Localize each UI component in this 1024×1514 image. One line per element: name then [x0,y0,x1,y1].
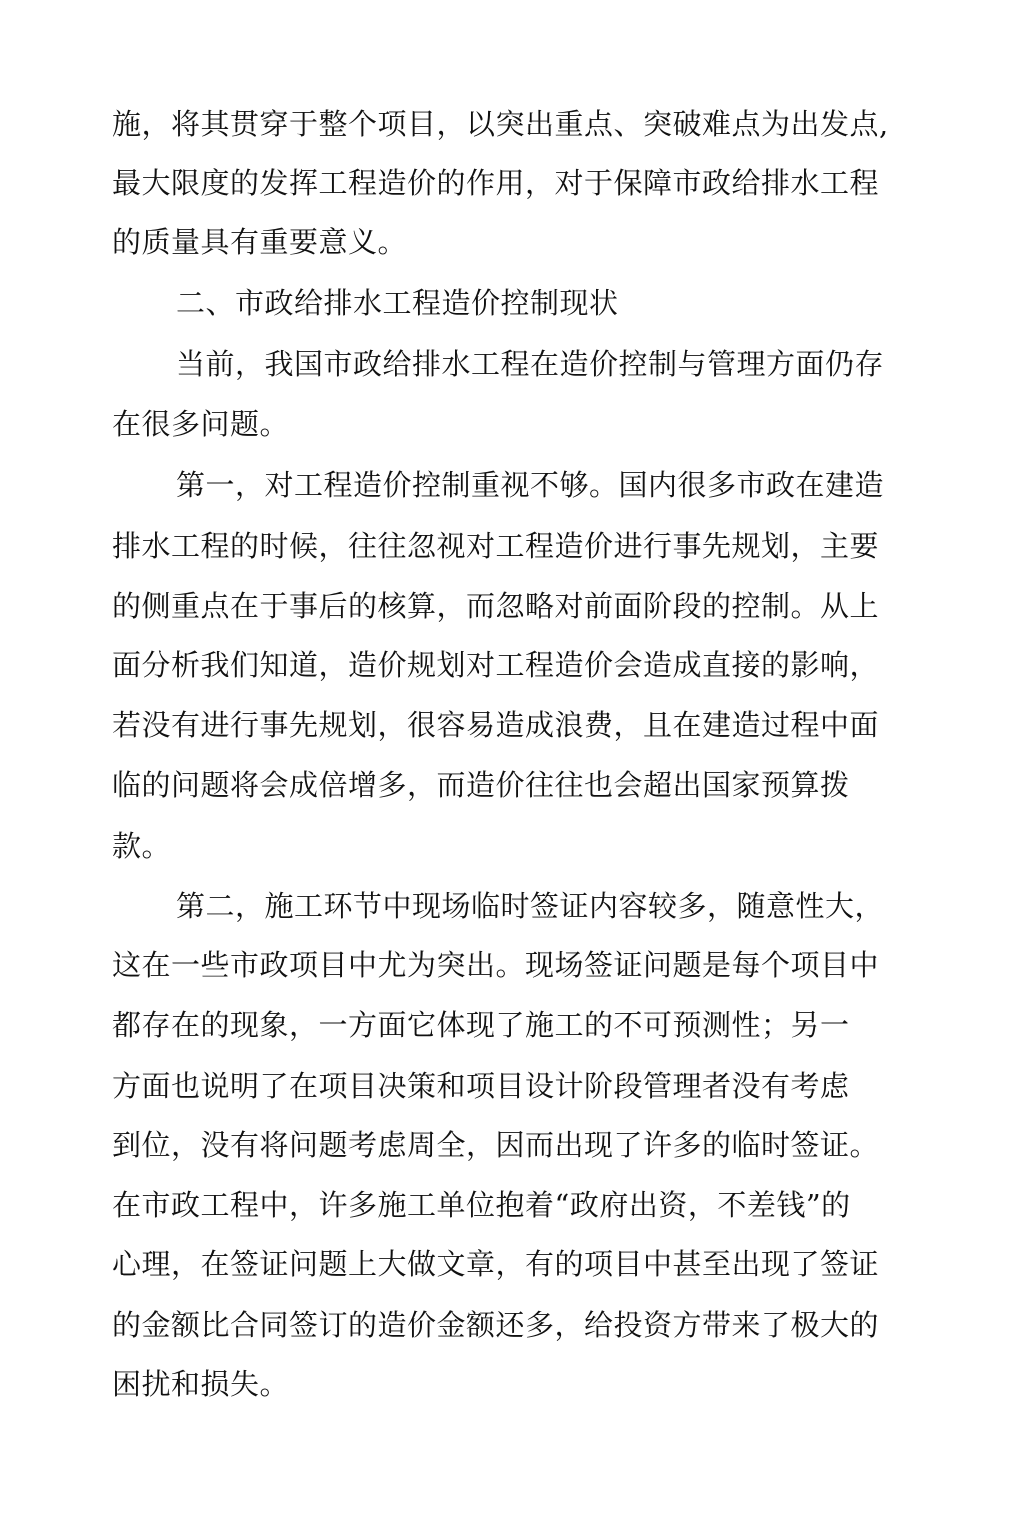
text-line-18: 到位，没有将问题考虑周全，因而出现了许多的临时签证。 [112,1128,880,1162]
text-line-8: 排水工程的时候，往往忽视对工程造价进行事先规划，主要 [112,529,880,563]
text-line-21: 的金额比合同签订的造价金额还多，给投资方带来了极大的 [112,1308,880,1342]
text-line-13: 款。 [112,829,172,863]
text-line-14: 第二，施工环节中现场临时签证内容较多，随意性大， [176,889,885,923]
text-line-17: 方面也说明了在项目决策和项目设计阶段管理者没有考虑 [112,1069,850,1103]
text-line-22: 困扰和损失。 [112,1367,290,1401]
text-line-5: 当前，我国市政给排水工程在造价控制与管理方面仍存 [176,347,885,381]
text-line-6: 在很多问题。 [112,407,290,441]
text-line-10: 面分析我们知道，造价规划对工程造价会造成直接的影响， [112,648,880,682]
text-line-15: 这在一些市政项目中尤为突出。现场签证问题是每个项目中 [112,948,880,982]
text-line-19: 在市政工程中，许多施工单位抱着“政府出资，不差钱”的 [112,1188,851,1222]
text-line-3: 的质量具有重要意义。 [112,225,408,259]
text-line-16: 都存在的现象，一方面它体现了施工的不可预测性；另一 [112,1008,850,1042]
text-line-2: 最大限度的发挥工程造价的作用，对于保障市政给排水工程 [112,166,880,200]
text-line-20: 心理，在签证问题上大做文章，有的项目中甚至出现了签证 [112,1247,880,1281]
section-heading: 二、市政给排水工程造价控制现状 [176,286,619,320]
text-line-12: 临的问题将会成倍增多，而造价往往也会超出国家预算拨 [112,768,850,802]
text-line-9: 的侧重点在于事后的核算，而忽略对前面阶段的控制。从上 [112,589,880,623]
text-line-11: 若没有进行事先规划，很容易造成浪费，且在建造过程中面 [112,708,880,742]
text-line-7: 第一，对工程造价控制重视不够。国内很多市政在建造 [176,468,885,502]
text-line-1: 施，将其贯穿于整个项目，以突出重点、突破难点为出发点, [112,107,889,141]
